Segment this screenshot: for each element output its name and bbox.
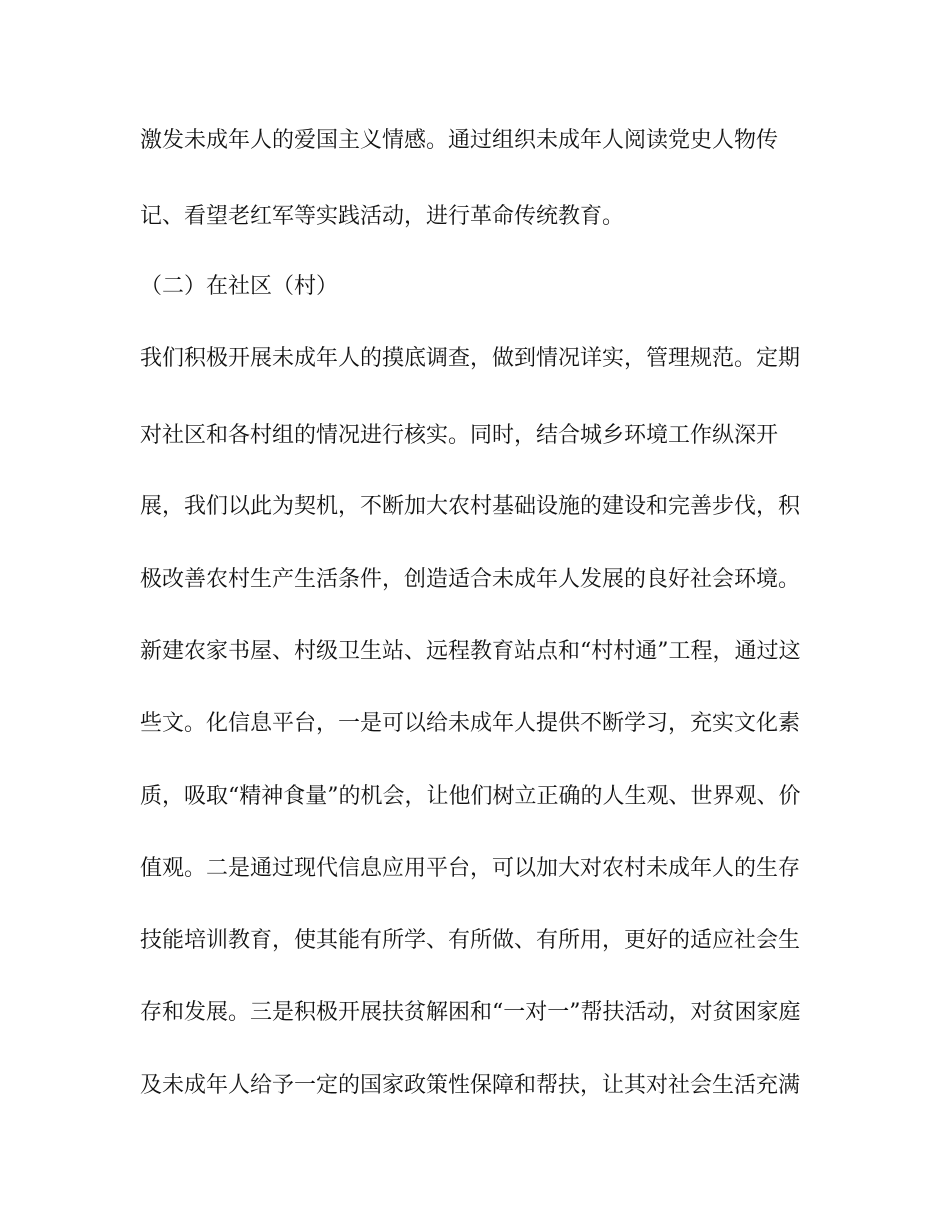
paragraph-line: 记、看望老红军等实践活动，进行革命传统教育。	[140, 204, 625, 229]
paragraph-line: 新建农家书屋、村级卫生站、远程教育站点和“村村通”工程，通过这	[140, 639, 801, 664]
paragraph-line: 对社区和各村组的情况进行核实。同时，结合城乡环境工作纵深开	[140, 423, 779, 448]
paragraph-line: 极改善农村生产生活条件，创造适合未成年人发展的良好社会环境。	[140, 567, 801, 592]
paragraph-line: 及未成年人给予一定的国家政策性保障和帮扶，让其对社会生活充满	[140, 1073, 801, 1098]
paragraph-line: 值观。二是通过现代信息应用平台，可以加大对农村未成年人的生存	[140, 856, 801, 881]
section-heading: （二）在社区（村）	[140, 274, 339, 299]
paragraph-line: 我们积极开展未成年人的摸底调查，做到情况详实，管理规范。定期	[140, 346, 801, 371]
paragraph-line: 些文。化信息平台，一是可以给未成年人提供不断学习，充实文化素	[140, 711, 801, 736]
paragraph-line: 激发未成年人的爱国主义情感。通过组织未成年人阅读党史人物传	[140, 128, 779, 153]
paragraph-line: 质，吸取“精神食量”的机会，让他们树立正确的人生观、世界观、价	[140, 784, 801, 809]
paragraph-line: 存和发展。三是积极开展扶贫解困和“一对一”帮扶活动，对贫困家庭	[140, 1000, 801, 1025]
paragraph-line: 展，我们以此为契机，不断加大农村基础设施的建设和完善步伐，积	[140, 494, 801, 519]
paragraph-line: 技能培训教育，使其能有所学、有所做、有所用，更好的适应社会生	[140, 928, 801, 953]
